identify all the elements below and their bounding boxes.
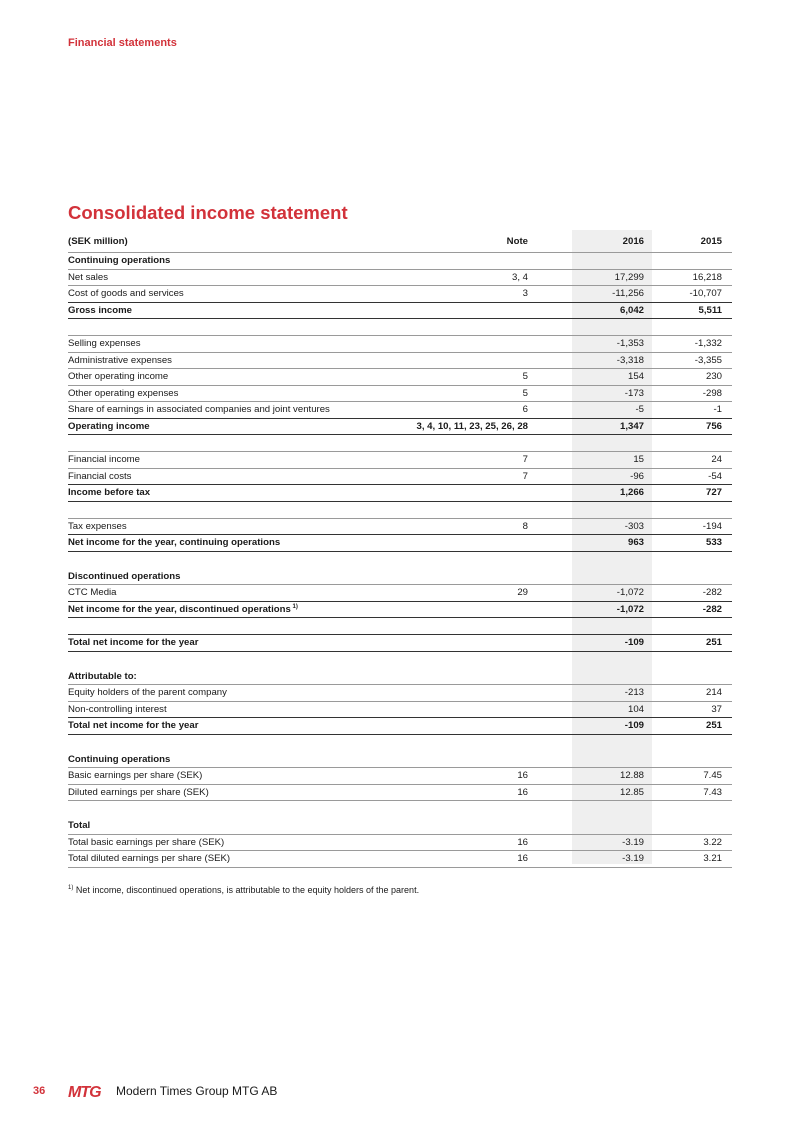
page-footer xyxy=(0,1081,800,1103)
row-label: Diluted earnings per share (SEK) xyxy=(68,786,209,798)
header-note: Note xyxy=(506,236,528,247)
row-note: 3 xyxy=(522,288,528,299)
row-value-2015: -1 xyxy=(713,404,722,415)
row-label: Administrative expenses xyxy=(68,354,172,366)
row-label: Total net income for the year xyxy=(68,637,199,648)
row-value-2016: -303 xyxy=(624,520,644,532)
row-value-2016: 154 xyxy=(627,371,644,382)
table-row xyxy=(68,353,732,370)
row-note: 16 xyxy=(517,770,528,781)
table-body xyxy=(68,253,732,868)
row-label: Gross income xyxy=(68,304,132,316)
row-value-2016: -173 xyxy=(624,387,644,399)
row-value-2016: -3,318 xyxy=(616,354,644,366)
row-label: Total diluted earnings per share (SEK) xyxy=(68,853,231,864)
row-value-2016: 6,042 xyxy=(619,304,644,316)
row-value-2015: 37 xyxy=(711,703,722,715)
footnote-text: Net income, discontinued operations, is attributable to the equity holders of the parent. xyxy=(75,885,420,895)
row-label: Continuing operations xyxy=(68,255,171,266)
row-value-2015: 16,218 xyxy=(692,271,722,283)
row-label: Equity holders of the parent company xyxy=(68,687,227,698)
row-note: 16 xyxy=(517,836,528,848)
row-label: CTC Media xyxy=(68,587,117,598)
row-label: Share of earnings in associated companies and joint ventures xyxy=(68,404,330,415)
company-name: Modern Times Group MTG AB xyxy=(116,1084,278,1098)
row-note: 29 xyxy=(517,587,528,598)
page-title: Consolidated income statement xyxy=(68,202,348,223)
total-row xyxy=(68,535,732,552)
row-note: 3, 4 xyxy=(511,271,528,283)
row-value-2016: 12.85 xyxy=(619,786,644,798)
table-row xyxy=(68,452,732,469)
row-value-2016: -5 xyxy=(635,404,644,415)
row-label: Net income for the year, discontinued operations $^{1)}$ xyxy=(68,603,298,615)
row-value-2016: -11,256 xyxy=(612,288,644,299)
row-value-2016: 17,299 xyxy=(614,271,644,283)
row-note: 16 xyxy=(517,786,528,798)
row-value-2015: -1,332 xyxy=(694,338,722,349)
spacer-row xyxy=(68,735,732,752)
row-value-2016: 963 xyxy=(627,537,644,548)
row-value-2016: -96 xyxy=(630,470,644,482)
table-row xyxy=(68,519,732,536)
total-row xyxy=(68,635,732,652)
row-value-2016: 104 xyxy=(627,703,644,715)
table-row xyxy=(68,768,732,785)
table-row xyxy=(68,286,732,303)
row-label: Operating income xyxy=(68,420,150,432)
row-value-2016: -109 xyxy=(624,637,644,648)
row-value-2016: 15 xyxy=(633,454,644,465)
row-value-2016: 1,266 xyxy=(619,487,644,498)
row-label: Net income for the year, continuing operations xyxy=(68,537,281,548)
row-note: 6 xyxy=(522,404,528,415)
row-value-2016: 1,347 xyxy=(619,420,644,432)
row-label: Continuing operations xyxy=(68,753,171,765)
row-note: 7 xyxy=(522,454,528,465)
row-value-2016: -1,072 xyxy=(616,603,644,615)
row-value-2015: -54 xyxy=(708,470,722,482)
row-label: Total basic earnings per share (SEK) xyxy=(68,836,225,848)
row-value-2015: 3.21 xyxy=(703,853,722,864)
mtg-logo xyxy=(68,1081,104,1101)
row-note: 16 xyxy=(517,853,528,864)
row-value-2016: -3.19 xyxy=(622,853,644,864)
footnote xyxy=(68,885,419,895)
row-value-2015: -10,707 xyxy=(689,288,722,299)
header-year-2015: 2015 xyxy=(700,236,722,247)
row-value-2015: 5,511 xyxy=(698,304,722,316)
row-value-2016: -1,353 xyxy=(616,338,644,349)
spacer-row xyxy=(68,652,732,669)
row-label: Net sales xyxy=(68,271,108,283)
table-row xyxy=(68,402,732,419)
spacer-row xyxy=(68,552,732,569)
table-row xyxy=(68,851,732,868)
section-heading-row xyxy=(68,569,732,586)
row-label: Income before tax xyxy=(68,487,151,498)
row-value-2015: 756 xyxy=(705,420,722,432)
footnote-marker: 1) xyxy=(68,885,74,891)
row-label: Discontinued operations xyxy=(68,570,181,582)
total-row xyxy=(68,303,732,320)
total-row xyxy=(68,485,732,502)
table-row xyxy=(68,702,732,719)
row-value-2015: -3,355 xyxy=(694,354,722,366)
row-note: 3, 4, 10, 11, 23, 25, 26, 28 xyxy=(416,420,528,432)
table-header-row xyxy=(68,230,732,253)
row-value-2015: 7.45 xyxy=(703,770,722,781)
row-value-2015: -194 xyxy=(702,520,722,532)
row-value-2015: 727 xyxy=(705,487,722,498)
total-row xyxy=(68,419,732,436)
table-row xyxy=(68,685,732,702)
row-value-2015: -282 xyxy=(702,603,722,615)
section-label: Financial statements xyxy=(68,37,177,49)
row-value-2016: -109 xyxy=(624,720,644,731)
row-label: Tax expenses xyxy=(68,520,127,532)
income-statement-table xyxy=(68,230,732,868)
section-heading-row xyxy=(68,752,732,769)
row-value-2015: 230 xyxy=(705,371,722,382)
row-value-2016: -3.19 xyxy=(622,836,644,848)
row-label: Basic earnings per share (SEK) xyxy=(68,770,203,781)
row-note: 8 xyxy=(522,520,528,532)
table-row xyxy=(68,369,732,386)
spacer-row xyxy=(68,502,732,519)
spacer-row xyxy=(68,618,732,635)
row-label: Selling expenses xyxy=(68,338,141,349)
table-row xyxy=(68,835,732,852)
row-label: Total xyxy=(68,820,91,831)
mtg-logo-text: MTG xyxy=(68,1084,101,1101)
row-value-2015: 251 xyxy=(705,720,722,731)
spacer-row xyxy=(68,801,732,818)
row-note: 5 xyxy=(522,387,528,399)
row-value-2015: 214 xyxy=(705,687,722,698)
row-value-2015: 251 xyxy=(705,637,722,648)
row-label: Attributable to: xyxy=(68,670,137,682)
header-label: (SEK million) xyxy=(68,236,128,247)
row-label: Financial costs xyxy=(68,470,132,482)
row-label: Cost of goods and services xyxy=(68,288,184,299)
row-value-2015: -282 xyxy=(702,587,722,598)
table-row xyxy=(68,336,732,353)
footnote-reference: 1) xyxy=(290,603,298,610)
row-label: Non-controlling interest xyxy=(68,703,167,715)
spacer-row xyxy=(68,319,732,336)
row-value-2015: 7.43 xyxy=(703,786,722,798)
total-row xyxy=(68,602,732,619)
total-row xyxy=(68,718,732,735)
row-value-2016: 12.88 xyxy=(619,770,644,781)
row-label: Financial income xyxy=(68,454,140,465)
section-heading-row xyxy=(68,669,732,686)
section-heading-row xyxy=(68,818,732,835)
table-row xyxy=(68,785,732,802)
table-row xyxy=(68,585,732,602)
row-label: Other operating expenses xyxy=(68,387,179,399)
page-number: 36 xyxy=(33,1085,46,1097)
row-label: Total net income for the year xyxy=(68,720,199,731)
row-note: 5 xyxy=(522,371,528,382)
row-value-2015: -298 xyxy=(702,387,722,399)
row-value-2015: 3.22 xyxy=(703,836,722,848)
header-year-2016: 2016 xyxy=(622,236,644,247)
row-value-2015: 24 xyxy=(711,454,722,465)
row-value-2016: -1,072 xyxy=(616,587,644,598)
spacer-row xyxy=(68,435,732,452)
table-row xyxy=(68,270,732,287)
section-heading-row xyxy=(68,253,732,270)
row-value-2015: 533 xyxy=(705,537,722,548)
table-row xyxy=(68,469,732,486)
row-value-2016: -213 xyxy=(624,687,644,698)
row-note: 7 xyxy=(522,470,528,482)
table-row xyxy=(68,386,732,403)
row-label: Other operating income xyxy=(68,371,169,382)
